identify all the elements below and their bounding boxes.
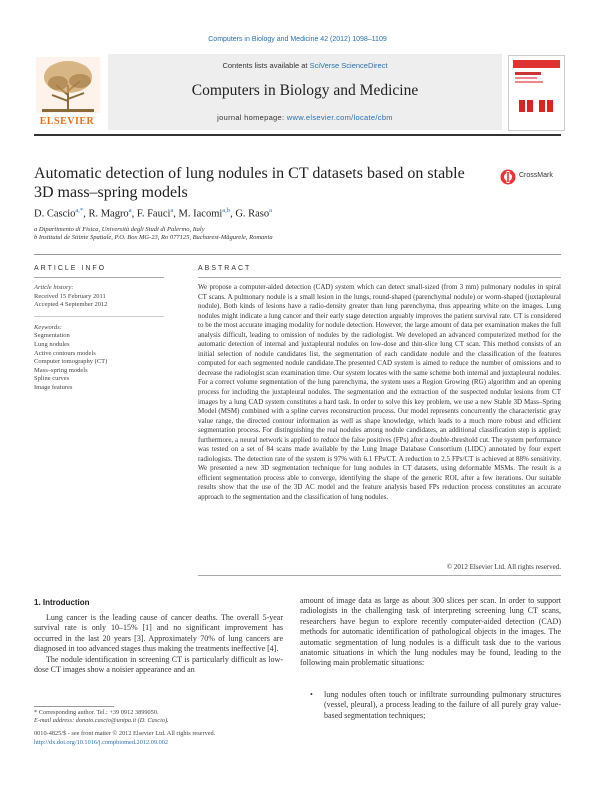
copyright-notice: © 2012 Elsevier Ltd. All rights reserved. [446, 563, 561, 571]
keywords-label: Keywords: [34, 323, 62, 331]
crossmark-label: CrossMark [519, 172, 553, 179]
crossmark-badge[interactable] [500, 166, 570, 188]
intro-paragraph-2: The nodule identification in screening CT is particularly difficult as low-dose CT images show a noisier appearance and an [34, 654, 283, 675]
info-divider [34, 316, 164, 317]
header-rule [34, 134, 561, 136]
introduction-heading: 1. Introduction [34, 598, 90, 607]
publisher-name: ELSEVIER [39, 116, 95, 127]
author-affiliation-marker[interactable]: a,* [75, 207, 84, 214]
affiliation-b: b Institutul de Stiinte Spatiale, P.O. Box MG-23, Ro 077125, Bucharest-Măgurele, Romania [34, 234, 273, 241]
abstract-bottom-rule [198, 575, 561, 576]
author-affiliation-marker[interactable]: a [128, 207, 132, 214]
author-name[interactable]: G. Raso [235, 208, 270, 220]
abstract-body: We propose a computer-aided detection (CAD) system which can detect small-sized (from 3 mm) pulmonary nodules in spiral CT scans. A pulmonary nodule is a small lesion in the lungs, round-shaped (parenchymal nodule) or worm-shaped (juxtapleural nodule). Both kinds of lesions have a radio-density greater than lung parenchyma, thus appearing white on the images. Lung nodules might indicate a lung cancer and their early stage detection arguably improves the patient survival rate. CT is considered to be the most accurate imaging modality for nodule detection. However, the large amount of data per examination makes the full analysis difficult, leading to omission of nodules by the radiologist. We developed an advanced computerized method for the automatic detection of internal and juxtapleural nodules on low-dose and thin-slice lung CT scan. This method consists of an initial selection of nodule candidates list, the segmentation of each candidate nodule and the classification of the features computed for each segmented nodule candidate.The presented CAD system is aimed to reduce the number of omissions and to decrease the radiologist scan examination time. Our system locates with the same scheme both internal and juxtapleural nodules. For a correct volume segmentation of the lung parenchyma, the system uses a Region Growing (RG) algorithm and an opening process for including the juxtapleural nodules. The segmentation and the extraction of the suspected nodular lesions from CT images by a lung CAD system constitutes a hard task. In order to solve this key problem, we use a new Stable 3D Mass–Spring Model (MSM) combined with a spline curves reconstruction process. Our model represents concurrently the characteristic gray value range, the directed contour information as well as shape knowledge, which leads to a much more robust and efficient segmentation process. For distinguishing the real nodules among nodule candidates, an additional classification step is applied; furthermore, a neural network is applied to reduce the false positives (FPs) after a double-threshold cut. The system performance was tested on a set of 84 scans made available by the Lung Image Database Consortium (LIDC) annotated by four expert radiologists. The detection rate of the system is 97% with 6.1 FPs/CT. A reduction to 2.5 FPs/CT is achieved at 88% sensitivity. We presented a new 3D segmentation technique for lung nodules in CT datasets, using deformable MSMs. The result is a efficient segmentation process able to converge, identifying the shape of the generic ROI, after a few iterations. Our suitable results show that the use of the 3D AC model and the feature analysis based FPs reduction process constitutes an accurate approach to the segmentation and the classification of lung nodules. [198, 283, 561, 502]
keyword-item: Image features [34, 383, 73, 391]
doi-link[interactable]: http://dx.doi.org/10.1016/j.compbiomed.2012.09.002 [34, 738, 169, 746]
problem-list-item [300, 690, 561, 721]
homepage-link[interactable]: www.elsevier.com/locate/cbm [286, 113, 393, 122]
journal-reference[interactable]: Computers in Biology and Medicine 42 (2012) 1098–1109 [208, 36, 387, 43]
author-separator: , [83, 208, 89, 220]
sciencedirect-link[interactable]: SciVerse ScienceDirect [309, 61, 388, 70]
keyword-item: Mass–spring models [34, 366, 88, 374]
info-rule [34, 277, 164, 278]
keyword-item: Spline curves [34, 375, 70, 383]
journal-title: Computers in Biology and Medicine [191, 82, 419, 99]
author-separator: , [173, 208, 179, 220]
introduction-left-column [34, 613, 283, 675]
problem-text: lung nodules often touch or infiltrate surrounding pulmonary structures (vessel, pleural), a process leading to the failure of all purely gray value-based segmentation techniques; [324, 690, 561, 720]
intro-paragraph-3: amount of image data as large as about 300 slices per scan. In order to support radiologists in the challenging task of interpreting screening lung CT scans, researchers have begun to explore recently computer-aided detection (CAD) methods for automatic identification of pathological objects in the images. The automatic segmentation of lung nodules is a difficult task due to the various anatomic situations in which the lung nodules may be found, leading to the following main problematic situations: [300, 596, 561, 668]
front-matter-info [34, 730, 334, 747]
keyword-item: Active contours models [34, 349, 96, 357]
issn-line: 0010-4825/$ - see front matter © 2012 Elsevier Ltd. All rights reserved. [34, 730, 216, 737]
history-received: Received 15 February 2011 [34, 292, 106, 300]
author-name[interactable]: M. Iacomi [178, 208, 223, 220]
author-affiliation-marker[interactable]: a [170, 207, 174, 214]
abstract-heading: ABSTRACT [198, 265, 252, 272]
author-separator: , [230, 208, 236, 220]
article-title: Automatic detection of lung nodules in CT datasets based on stable 3D mass–spring models [34, 165, 465, 201]
author-list [34, 207, 272, 220]
journal-homepage [108, 113, 502, 122]
affiliation-a: a Dipartimento di Fisica, Università degli Studi di Palermo, Italy [34, 226, 205, 233]
intro-paragraph-1: Lung cancer is the leading cause of cancer deaths. The overall 5-year survival rate is only 10–15% [1] and no significant improvement has occurred in the last 20 years [3]. Approximately 70% of lung cancers are diagnosed in too advanced stages thus making the treatments ineffective [4]. [34, 613, 283, 654]
section-rule [34, 254, 561, 255]
contents-prefix: Contents lists available at [222, 61, 310, 70]
author-name[interactable]: R. Magro [88, 208, 129, 220]
history-label: Article history: [34, 284, 74, 291]
contents-line [108, 61, 502, 70]
history-accepted: Accepted 4 September 2012 [34, 301, 108, 309]
crossmark-icon [500, 169, 516, 185]
article-info-panel [34, 284, 164, 393]
homepage-prefix: journal homepage: [217, 113, 287, 122]
article-info-heading: ARTICLE INFO [34, 265, 107, 272]
keyword-item: Computer tomography (CT) [34, 358, 108, 366]
footnote [34, 709, 283, 725]
author-separator: , [131, 208, 137, 220]
keyword-item: Lung nodules [34, 340, 70, 348]
author-affiliation-marker[interactable]: a [269, 207, 273, 214]
introduction-right-column [300, 596, 561, 669]
abstract-rule [198, 277, 561, 278]
footnote-rule [34, 706, 114, 707]
author-name[interactable]: F. Fauci [136, 208, 171, 220]
corresponding-author: * Corresponding author. Tel.: +39 0912 3899050. [34, 709, 159, 716]
author-email[interactable]: E-mail address: donato.cascio@unipa.it (D. Cascio). [34, 717, 169, 724]
keyword-item: Segmentation [34, 332, 70, 340]
bullet-icon: • [310, 690, 313, 699]
author-affiliation-marker[interactable]: a,b [222, 207, 231, 214]
author-name[interactable]: D. Cascio [34, 208, 76, 220]
journal-cover-thumbnail [508, 55, 565, 131]
